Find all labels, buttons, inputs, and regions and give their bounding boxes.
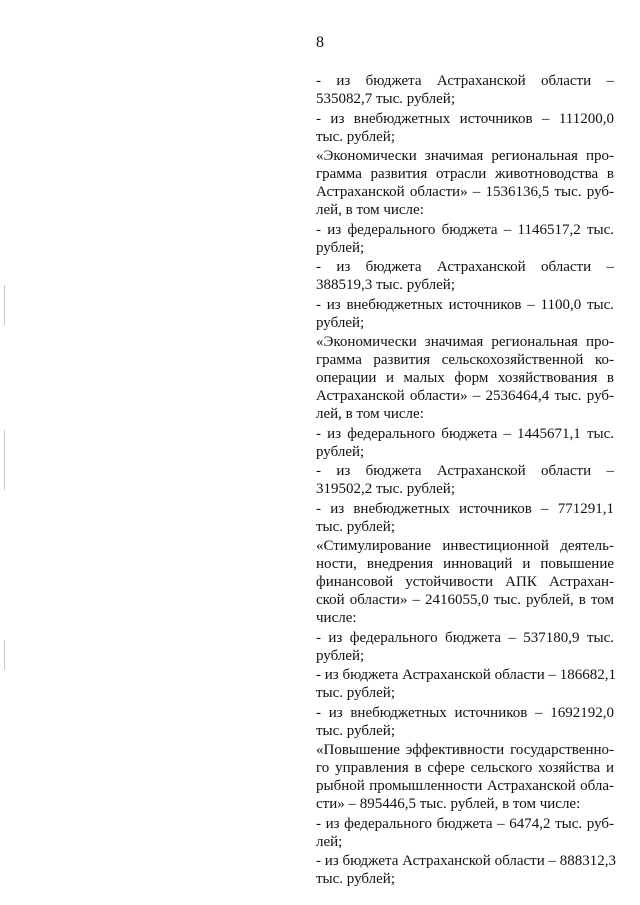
paragraph-line: рублей;	[316, 239, 365, 256]
budget-paragraph	[316, 852, 614, 888]
budget-paragraph	[316, 110, 614, 146]
budget-paragraph	[316, 296, 614, 332]
paragraph-line: лей;	[316, 833, 343, 850]
budget-paragraph	[316, 221, 614, 257]
paragraph-line: рыбной промышленности Астраханской обла-	[316, 778, 614, 794]
paragraph-line: - из бюджета Астраханской области –	[316, 259, 614, 275]
paragraph-line: - из внебюджетных источников – 771291,1	[316, 500, 614, 517]
budget-paragraph	[316, 629, 614, 665]
budget-paragraph	[316, 537, 614, 627]
paragraph-line: лей, в том числе:	[316, 406, 424, 422]
paragraph-line: Астраханской области» – 1536136,5 тыс. руб-	[316, 184, 614, 200]
scan-edge-mark	[4, 285, 5, 325]
paragraph-line: Астраханской области» – 2536464,4 тыс. руб-	[316, 388, 614, 404]
paragraph-line: 319502,2 тыс. рублей;	[316, 481, 455, 497]
paragraph-line: грамма развития отрасли животноводства в	[316, 166, 614, 182]
scan-edge-mark	[4, 430, 5, 490]
paragraph-line: - из федерального бюджета – 537180,9 тыс.	[316, 629, 614, 646]
paragraph-line: операции и малых форм хозяйствования в	[316, 370, 614, 386]
budget-paragraph	[316, 72, 614, 108]
paragraph-line: - из внебюджетных источников – 111200,0	[316, 110, 614, 127]
paragraph-line: 535082,7 тыс. рублей;	[316, 91, 455, 107]
document-body	[316, 72, 614, 890]
paragraph-line: лей, в том числе:	[316, 202, 424, 218]
paragraph-line: тыс. рублей;	[316, 871, 395, 887]
paragraph-line: числе:	[316, 610, 357, 626]
paragraph-line: тыс. рублей;	[316, 518, 395, 535]
budget-paragraph	[316, 741, 614, 813]
paragraph-line: 388519,3 тыс. рублей;	[316, 277, 455, 293]
paragraph-line: го управления в сфере сельского хозяйства и	[316, 760, 614, 776]
paragraph-line: сти» – 895446,5 тыс. рублей, в том числе:	[316, 796, 581, 812]
paragraph-line: - из бюджета Астраханской области –	[316, 463, 614, 479]
paragraph-line: - из бюджета Астраханской области – 888312,3	[316, 853, 616, 869]
budget-paragraph	[316, 333, 614, 423]
paragraph-line: рублей;	[316, 647, 365, 664]
budget-paragraph	[316, 704, 614, 740]
paragraph-line: финансовой устойчивости АПК Астрахан-	[316, 574, 614, 590]
budget-paragraph	[316, 425, 614, 461]
paragraph-line: тыс. рублей;	[316, 685, 395, 701]
budget-paragraph	[316, 815, 614, 851]
paragraph-line: «Стимулирование инвестиционной деятель-	[316, 538, 614, 554]
scan-edge-mark	[4, 640, 5, 670]
paragraph-line: - из бюджета Астраханской области –	[316, 73, 614, 89]
paragraph-line: рублей;	[316, 314, 365, 331]
paragraph-line: - из бюджета Астраханской области – 186682,1	[316, 667, 616, 683]
paragraph-line: ности, внедрения инноваций и повышение	[316, 556, 614, 572]
budget-paragraph	[316, 666, 614, 702]
budget-paragraph	[316, 462, 614, 498]
paragraph-line: грамма развития сельскохозяйственной ко-	[316, 352, 614, 368]
page-number: 8	[316, 34, 324, 51]
paragraph-line: - из федерального бюджета – 6474,2 тыс. руб-	[316, 815, 614, 832]
paragraph-line: тыс. рублей;	[316, 722, 395, 739]
paragraph-line: рублей;	[316, 443, 365, 460]
paragraph-line: - из внебюджетных источников – 1100,0 тыс.	[316, 296, 614, 313]
paragraph-line: «Экономически значимая региональная про-	[316, 334, 614, 350]
paragraph-line: «Повышение эффективности государственно-	[316, 742, 614, 758]
paragraph-line: тыс. рублей;	[316, 128, 395, 145]
budget-paragraph	[316, 147, 614, 219]
paragraph-line: ской области» – 2416055,0 тыс. рублей, в том	[316, 592, 614, 608]
paragraph-line: - из федерального бюджета – 1445671,1 тыс.	[316, 425, 614, 442]
paragraph-line: «Экономически значимая региональная про-	[316, 148, 614, 164]
paragraph-line: - из внебюджетных источников – 1692192,0	[316, 704, 614, 721]
paragraph-line: - из федерального бюджета – 1146517,2 тыс.	[316, 221, 614, 238]
budget-paragraph	[316, 500, 614, 536]
budget-paragraph	[316, 258, 614, 294]
